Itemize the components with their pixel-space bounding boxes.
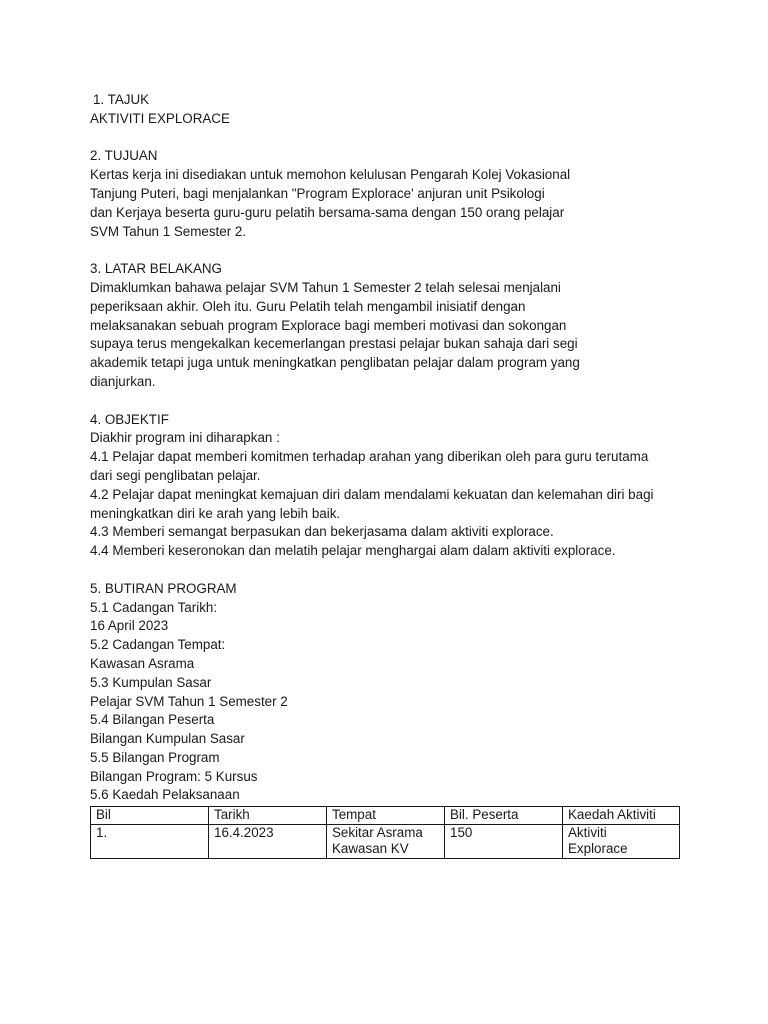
text-line: 5.6 Kaedah Pelaksanaan [90, 787, 240, 803]
section-4-heading: 4. OBJEKTIF [90, 411, 169, 427]
table-cell: 1. [91, 824, 209, 858]
text-line: 5.1 Cadangan Tarikh: [90, 599, 218, 615]
text-line: 5.4 Bilangan Peserta [90, 712, 215, 728]
text-line: Tanjung Puteri, bagi menjalankan "Program Explorace' anjuran unit Psikologi [90, 185, 545, 201]
section-5-body [90, 599, 690, 806]
text-line: akademik tetapi juga untuk meningkatkan penglibatan pelajar dalam program yang [90, 355, 580, 371]
text-line: Pelajar SVM Tahun 1 Semester 2 [90, 693, 288, 709]
document-body [90, 91, 690, 859]
text-line: melaksanakan sebuah program Explorace bagi memberi motivasi dan sokongan [90, 317, 567, 333]
table-header-cell: Bil. Peserta [445, 807, 563, 825]
table-row [91, 824, 680, 858]
text-line: Dimaklumkan bahawa pelajar SVM Tahun 1 Semester 2 telah selesai menjalani [90, 279, 561, 295]
section-2-body [90, 166, 690, 241]
table-header-cell: Tempat [327, 807, 445, 825]
text-line: 5.3 Kumpulan Sasar [90, 674, 212, 690]
text-line: Kertas kerja ini disediakan untuk memohon kelulusan Pengarah Kolej Vokasional [90, 167, 571, 183]
text-line: dianjurkan. [90, 373, 156, 389]
text-line: Kawasan Asrama [90, 655, 195, 671]
text-line: Bilangan Kumpulan Sasar [90, 731, 245, 747]
table-cell: 16.4.2023 [209, 824, 327, 858]
table-header-cell: Bil [91, 807, 209, 825]
implementation-table [90, 806, 680, 859]
section-3-heading: 3. LATAR BELAKANG [90, 261, 222, 277]
text-line: meningkatkan diri ke arah yang lebih baik. [90, 505, 341, 521]
section-1-heading: 1. TAJUK [93, 92, 150, 107]
table-cell: 150 [445, 824, 563, 858]
text-line: 4.3 Memberi semangat berpasukan dan bekerjasama dalam aktiviti explorace. [90, 524, 554, 540]
table-cell: Sekitar Asrama Kawasan KV [327, 824, 445, 858]
text-line: 4.1 Pelajar dapat memberi komitmen terhadap arahan yang diberikan oleh para guru terutama [90, 449, 649, 465]
text-line: supaya terus mengekalkan kecemerlangan prestasi pelajar bukan sahaja dari segi [90, 336, 578, 352]
text-line: peperiksaan akhir. Oleh itu. Guru Pelatih telah mengambil inisiatif dengan [90, 298, 526, 314]
text-line: Diakhir program ini diharapkan : [90, 430, 280, 446]
text-line: Bilangan Program: 5 Kursus [90, 768, 258, 784]
section-3-body [90, 279, 690, 392]
table-header-cell: Tarikh [209, 807, 327, 825]
text-line: 16 April 2023 [90, 618, 169, 634]
table-header-cell: Kaedah Aktiviti [563, 807, 680, 825]
text-line: 4.2 Pelajar dapat meningkat kemajuan diri dalam mendalami kekuatan dan kelemahan diri bagi [90, 486, 654, 502]
text-line: dan Kerjaya beserta guru-guru pelatih bersama-sama dengan 150 orang pelajar [90, 204, 565, 220]
section-4-body [90, 429, 690, 561]
table-header-row [91, 807, 680, 825]
text-line: 5.2 Cadangan Tempat: [90, 637, 226, 653]
table-cell: Aktiviti Explorace [563, 824, 680, 858]
text-line: dari segi penglibatan pelajar. [90, 467, 261, 483]
section-2-heading: 2. TUJUAN [90, 148, 158, 164]
section-5-heading: 5. BUTIRAN PROGRAM [90, 580, 237, 596]
table-body [91, 824, 680, 858]
text-line: AKTIVITI EXPLORACE [90, 110, 230, 126]
text-line: SVM Tahun 1 Semester 2. [90, 223, 247, 239]
section-1-body [90, 110, 690, 129]
text-line: 4.4 Memberi keseronokan dan melatih pelajar menghargai alam dalam aktiviti explorace. [90, 543, 616, 559]
text-line: 5.5 Bilangan Program [90, 749, 220, 765]
